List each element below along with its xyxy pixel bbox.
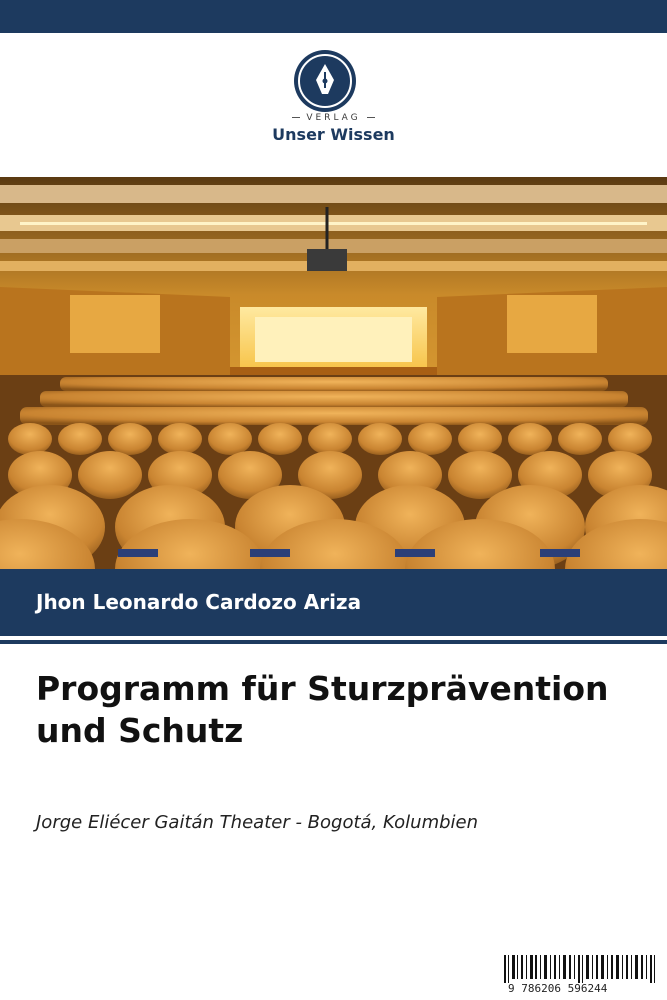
barcode-bars [500,955,666,983]
book-title: Programm für Sturzprävention und Schutz [36,669,609,750]
auditorium-seats-photo [0,177,667,569]
book-subtitle: Jorge Eliécer Gaitán Theater - Bogotá, Kolumbien [36,812,479,833]
top-band [0,0,667,33]
author-name: Jhon Leonardo Cardozo Ariza [36,590,362,614]
divider-rule [0,640,667,644]
pen-nib-icon [292,48,358,114]
publisher-name: Unser Wissen [272,125,395,144]
barcode-number: 9 786206 596244 [508,982,608,995]
imprint-label: VERLAG [0,113,667,123]
